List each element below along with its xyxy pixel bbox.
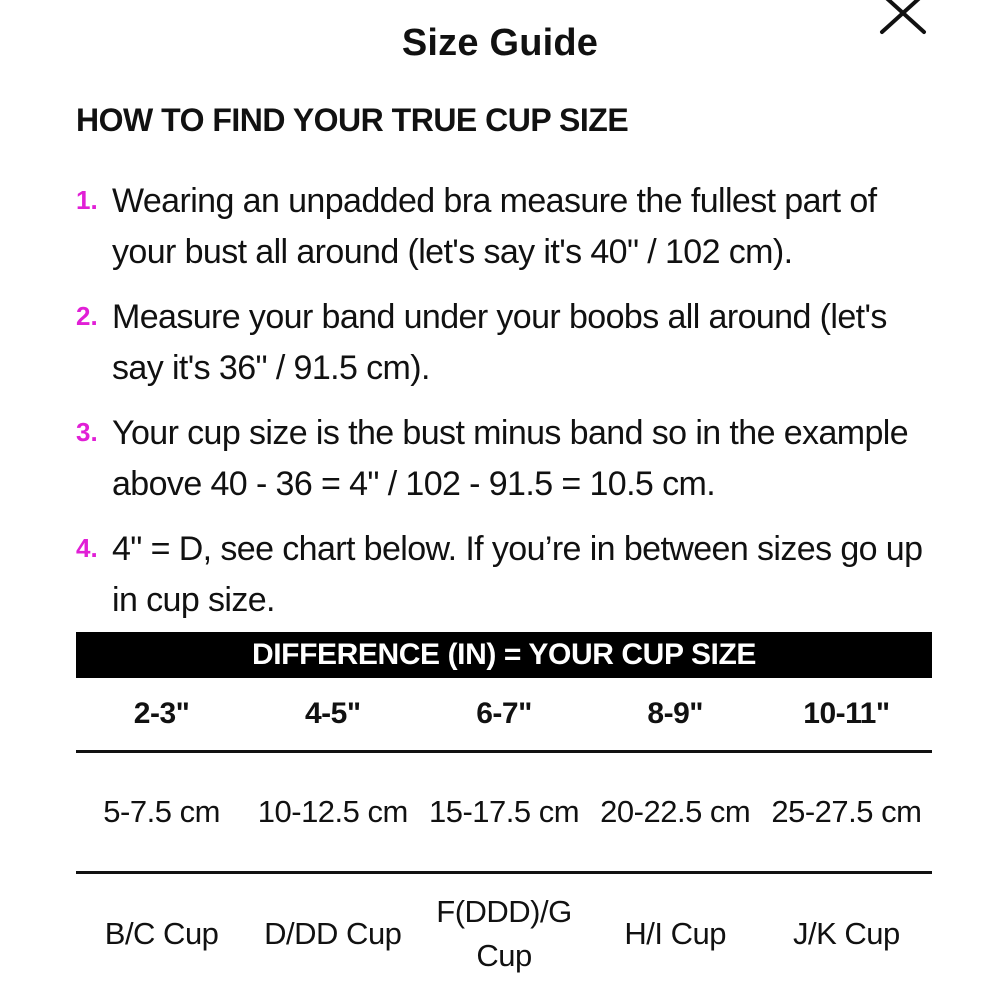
step-number: 1. [76,185,98,215]
step-text: Wearing an unpadded bra measure the fullest part of your bust all around (let's say it's 40" / 102 cm). [112,182,877,271]
table-cell: B/C Cup [104,916,219,951]
table-row-cm [76,753,932,874]
step-number: 4. [76,533,98,563]
step-1 [76,176,946,278]
step-text: Your cup size is the bust minus band so in the example above 40 - 36 = 4" / 102 - 91.5 = 10.5 cm. [112,414,909,503]
table-cell: 15-17.5 cm [428,794,580,829]
step-3 [76,408,946,510]
step-text: 4" = D, see chart below. If you’re in between sizes go up in cup size. [112,530,923,619]
table-cell: 25-27.5 cm [771,794,922,829]
table-cell: 4-5" [305,697,361,730]
table-cell: D/DD Cup [264,916,402,951]
table-cell: 10-11" [803,697,890,730]
instruction-steps [76,176,946,640]
table-cell: 6-7" [476,697,532,730]
table-cell: 8-9" [647,697,703,730]
section-heading: HOW TO FIND YOUR TRUE CUP SIZE [76,102,629,138]
cup-size-table [76,632,932,994]
step-2 [76,292,946,394]
table-cell: F(DDD)/G Cup [436,894,572,973]
table-cell: 2-3" [133,697,190,730]
step-text: Measure your band under your boobs all around (let's say it's 36" / 91.5 cm). [112,298,887,387]
table-cell: 10-12.5 cm [257,794,408,829]
step-number: 2. [76,301,98,331]
table-cell: 20-22.5 cm [600,794,751,829]
step-number: 3. [76,417,98,447]
table-cell: H/I Cup [624,916,727,951]
table-banner: DIFFERENCE (IN) = YOUR CUP SIZE [76,632,932,678]
table-cell: J/K Cup [793,916,900,951]
table-cell: 5-7.5 cm [103,794,220,829]
table-row-cup [76,874,932,994]
step-4 [76,524,946,626]
page-title: Size Guide [401,22,599,64]
table-row-inches [76,678,932,753]
